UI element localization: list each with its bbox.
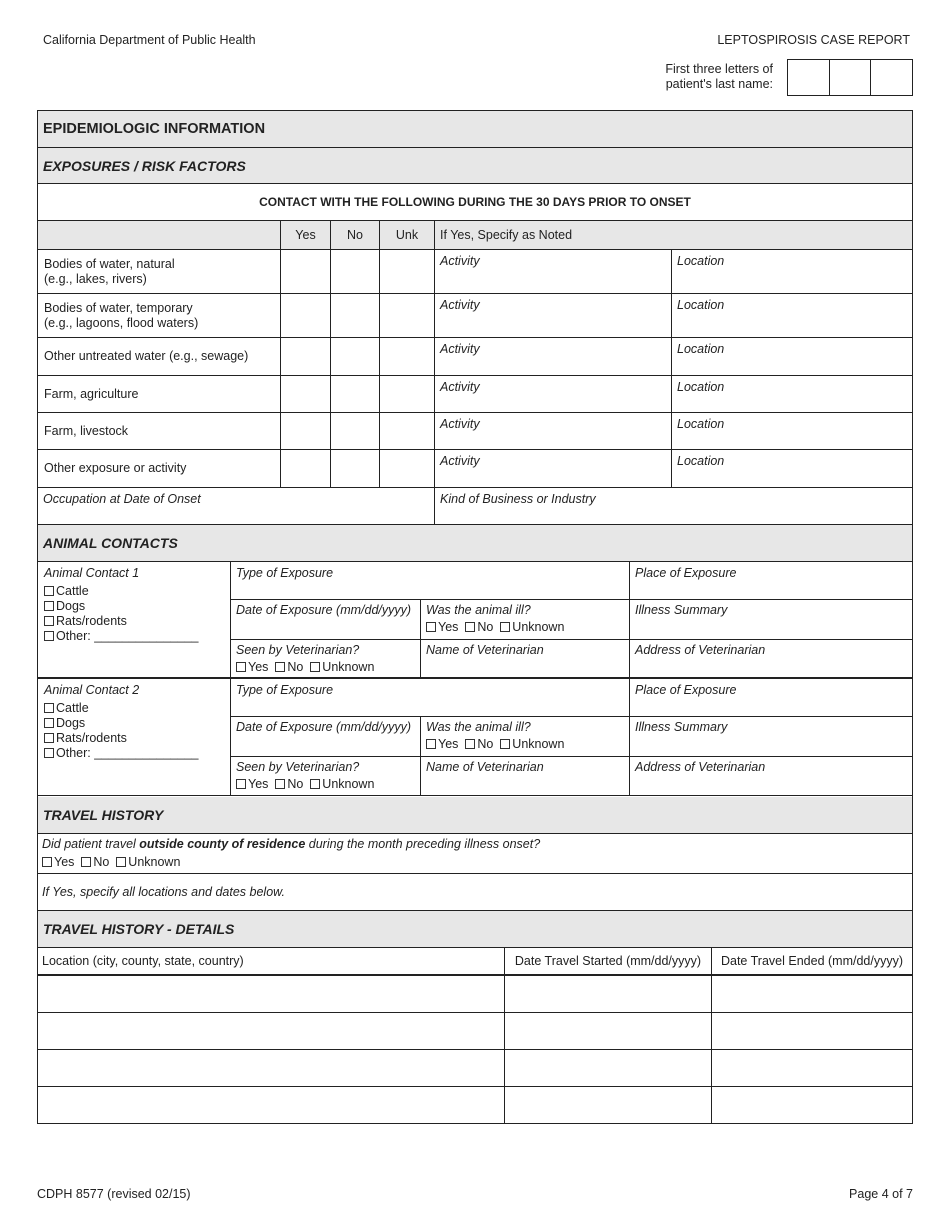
travel-start-input[interactable]: [504, 1013, 711, 1049]
seen-by-vet-yes[interactable]: Yes: [236, 660, 268, 674]
travel-details-header: [38, 948, 912, 976]
exposure-header-row: [38, 221, 912, 250]
seen-by-vet-label: Seen by Veterinarian?: [236, 760, 360, 774]
exposure-label: Farm, livestock: [44, 423, 129, 438]
page-number: Page 4 of 7: [849, 1187, 913, 1201]
vet-address-field[interactable]: Address of Veterinarian: [629, 756, 912, 795]
animal-contact-block: [38, 562, 912, 679]
exposure-activity-field[interactable]: Activity: [434, 413, 671, 449]
exposure-no-cell[interactable]: [330, 250, 379, 293]
animal-ill-no[interactable]: No: [465, 620, 493, 634]
business-label: Kind of Business or Industry: [440, 492, 596, 506]
animal-ill-unknown[interactable]: Unknown: [500, 620, 564, 634]
travel-yes[interactable]: Yes: [42, 855, 74, 869]
seen-by-vet-answer: [231, 775, 420, 791]
animal-ill-yes[interactable]: Yes: [426, 620, 458, 634]
travel-question: Did patient travel outside county of residence during the month preceding illness onset?: [42, 837, 541, 851]
travel-specify-row: [38, 874, 912, 911]
seen-by-vet-label: Seen by Veterinarian?: [236, 643, 360, 657]
exposure-unk-cell[interactable]: [379, 294, 434, 337]
header-no: No: [330, 221, 379, 249]
exposure-location-field[interactable]: Location: [671, 450, 912, 487]
animal-ill-yes[interactable]: Yes: [426, 737, 458, 751]
travel-answer: [42, 855, 908, 869]
date-of-exposure-field[interactable]: Date of Exposure (mm/dd/yyyy): [236, 720, 412, 734]
seen-by-vet-field: [231, 639, 420, 677]
illness-summary-field[interactable]: Illness Summary: [629, 599, 912, 639]
seen-by-vet-yes[interactable]: Yes: [236, 777, 268, 791]
animal-contact-block: [38, 679, 912, 796]
exposure-activity-field[interactable]: Activity: [434, 338, 671, 375]
exposure-unk-cell[interactable]: [379, 250, 434, 293]
section-epidemiologic: [38, 111, 912, 148]
travel-question-row: [38, 834, 912, 874]
exposure-unk-cell[interactable]: [379, 338, 434, 375]
exposure-activity-field[interactable]: Activity: [434, 376, 671, 412]
travel-end-input[interactable]: [711, 1050, 912, 1086]
travel-end-input[interactable]: [711, 1013, 912, 1049]
exposure-yes-cell[interactable]: [280, 376, 330, 412]
exposure-row: [38, 376, 912, 413]
subsection-title: EXPOSURES / RISK FACTORS: [43, 157, 246, 174]
exposure-location-field[interactable]: Location: [671, 338, 912, 375]
section-animal-contacts: [38, 525, 912, 562]
seen-by-vet-field: [231, 756, 420, 795]
initial-input-2[interactable]: [830, 60, 872, 95]
exposure-yes-cell[interactable]: [280, 338, 330, 375]
initials-label: First three letters of patient's last name:: [665, 62, 773, 91]
animal-row-date: [230, 716, 912, 757]
exposure-no-cell[interactable]: [330, 294, 379, 337]
exposure-yes-cell[interactable]: [280, 294, 330, 337]
travel-end-input[interactable]: [711, 976, 912, 1012]
animal-ill-answer: [421, 618, 629, 634]
travel-row: [38, 1013, 912, 1050]
exposure-location-field[interactable]: Location: [671, 376, 912, 412]
travel-row: [38, 1050, 912, 1087]
exposure-yes-cell[interactable]: [280, 250, 330, 293]
exposure-label: Bodies of water, natural (e.g., lakes, rivers): [44, 256, 175, 286]
report-title: LEPTOSPIROSIS CASE REPORT: [717, 33, 910, 47]
animal-contact-label: Animal Contact 2: [44, 683, 140, 697]
agency-name: California Department of Public Health: [43, 33, 256, 47]
vet-address-field[interactable]: Address of Veterinarian: [629, 639, 912, 677]
vet-name-field[interactable]: Name of Veterinarian: [420, 639, 629, 677]
initial-input-3[interactable]: [871, 60, 912, 95]
travel-specify: If Yes, specify all locations and dates below.: [42, 885, 285, 899]
exposure-location-field[interactable]: Location: [671, 413, 912, 449]
seen-by-vet-unknown[interactable]: Unknown: [310, 660, 374, 674]
header-blank: [38, 221, 280, 249]
exposure-row: [38, 294, 912, 338]
animal-row-type: [230, 562, 912, 600]
exposure-no-cell[interactable]: [330, 338, 379, 375]
exposure-location-field[interactable]: Location: [671, 294, 912, 337]
section-travel-history: [38, 797, 912, 834]
section-travel-details: [38, 911, 912, 948]
travel-title: TRAVEL HISTORY: [43, 807, 164, 823]
exposure-row: [38, 413, 912, 450]
travel-row: [38, 976, 912, 1013]
option-other[interactable]: Other: _______________: [44, 629, 224, 644]
type-of-exposure-field[interactable]: Type of Exposure: [236, 683, 334, 697]
option-cattle[interactable]: Cattle: [44, 584, 224, 599]
col-start: Date Travel Started (mm/dd/yyyy): [504, 948, 711, 974]
animal-row-type: [230, 679, 912, 717]
exposure-label: Other untreated water (e.g., sewage): [44, 349, 249, 363]
header-yes: Yes: [280, 221, 330, 249]
place-of-exposure-field[interactable]: Place of Exposure: [629, 562, 912, 599]
travel-start-input[interactable]: [504, 1087, 711, 1124]
travel-start-input[interactable]: [504, 1050, 711, 1086]
travel-no[interactable]: No: [81, 855, 109, 869]
contact-title: CONTACT WITH THE FOLLOWING DURING THE 30 DAYS PRIOR TO ONSET: [259, 195, 691, 209]
travel-location-input[interactable]: [38, 1087, 504, 1124]
exposure-label: Other exposure or activity: [44, 461, 187, 475]
exposure-unk-cell[interactable]: [379, 376, 434, 412]
animal-ill-field: [420, 716, 629, 756]
initial-input-1[interactable]: [788, 60, 830, 95]
header-unk: Unk: [379, 221, 434, 249]
exposure-row: [38, 338, 912, 376]
exposure-no-cell[interactable]: [330, 376, 379, 412]
exposure-unk-cell[interactable]: [379, 450, 434, 487]
section-title: EPIDEMIOLOGIC INFORMATION: [43, 121, 266, 137]
initials-boxes: [787, 59, 913, 96]
travel-unknown[interactable]: Unknown: [116, 855, 180, 869]
exposure-unk-cell[interactable]: [379, 413, 434, 449]
animal-type-list: [38, 562, 230, 677]
animal-contact-label: Animal Contact 1: [44, 566, 140, 580]
animal-ill-field: [420, 599, 629, 639]
type-of-exposure-field[interactable]: Type of Exposure: [236, 566, 334, 580]
occupation-label: Occupation at Date of Onset: [43, 492, 201, 506]
animal-ill-answer: [421, 735, 629, 751]
animal-ill-label: Was the animal ill?: [426, 720, 531, 734]
animal-ill-unknown[interactable]: Unknown: [500, 737, 564, 751]
date-of-exposure-field[interactable]: Date of Exposure (mm/dd/yyyy): [236, 603, 412, 617]
seen-by-vet-no[interactable]: No: [275, 777, 303, 791]
animal-row-date: [230, 599, 912, 640]
exposure-row: [38, 250, 912, 294]
exposure-yes-cell[interactable]: [280, 450, 330, 487]
occupation-field[interactable]: [38, 488, 434, 524]
exposure-activity-field[interactable]: Activity: [434, 250, 671, 293]
option-rats[interactable]: Rats/rodents: [44, 731, 224, 746]
occupation-row: [38, 488, 912, 525]
exposure-label: Farm, agriculture: [44, 386, 139, 401]
section-exposures: [38, 148, 912, 184]
exposure-no-cell[interactable]: [330, 450, 379, 487]
vet-name-field[interactable]: Name of Veterinarian: [420, 756, 629, 795]
seen-by-vet-unknown[interactable]: Unknown: [310, 777, 374, 791]
option-dogs[interactable]: Dogs: [44, 716, 224, 731]
option-rats[interactable]: Rats/rodents: [44, 614, 224, 629]
travel-row: [38, 1087, 912, 1124]
header-specify: If Yes, Specify as Noted: [434, 221, 912, 249]
animal-title: ANIMAL CONTACTS: [43, 535, 178, 551]
exposure-yes-cell[interactable]: [280, 413, 330, 449]
exposure-activity-field[interactable]: Activity: [434, 294, 671, 337]
illness-summary-field[interactable]: Illness Summary: [629, 716, 912, 756]
animal-ill-label: Was the animal ill?: [426, 603, 531, 617]
exposure-no-cell[interactable]: [330, 413, 379, 449]
animal-row-vet: [230, 756, 912, 795]
travel-location-input[interactable]: [38, 976, 504, 1012]
animal-ill-no[interactable]: No: [465, 737, 493, 751]
seen-by-vet-no[interactable]: No: [275, 660, 303, 674]
place-of-exposure-field[interactable]: Place of Exposure: [629, 679, 912, 716]
option-cattle[interactable]: Cattle: [44, 701, 224, 716]
option-dogs[interactable]: Dogs: [44, 599, 224, 614]
animal-row-vet: [230, 639, 912, 677]
animal-type-list: [38, 679, 230, 795]
exposure-label: Bodies of water, temporary (e.g., lagoons, flood waters): [44, 300, 199, 330]
business-field[interactable]: [434, 488, 912, 524]
contact-title-row: [38, 184, 912, 221]
exposure-location-field[interactable]: Location: [671, 250, 912, 293]
travel-details-title: TRAVEL HISTORY - DETAILS: [43, 921, 235, 937]
col-location: Location (city, county, state, country): [42, 954, 244, 968]
form-id: CDPH 8577 (revised 02/15): [37, 1187, 191, 1201]
seen-by-vet-answer: [231, 658, 420, 674]
travel-location-input[interactable]: [38, 1050, 504, 1086]
option-other[interactable]: Other: _______________: [44, 746, 224, 761]
epidemiologic-form: [37, 110, 913, 1124]
exposure-activity-field[interactable]: Activity: [434, 450, 671, 487]
travel-start-input[interactable]: [504, 976, 711, 1012]
col-end: Date Travel Ended (mm/dd/yyyy): [711, 948, 912, 974]
travel-end-input[interactable]: [711, 1087, 912, 1124]
exposure-row: [38, 450, 912, 488]
travel-location-input[interactable]: [38, 1013, 504, 1049]
